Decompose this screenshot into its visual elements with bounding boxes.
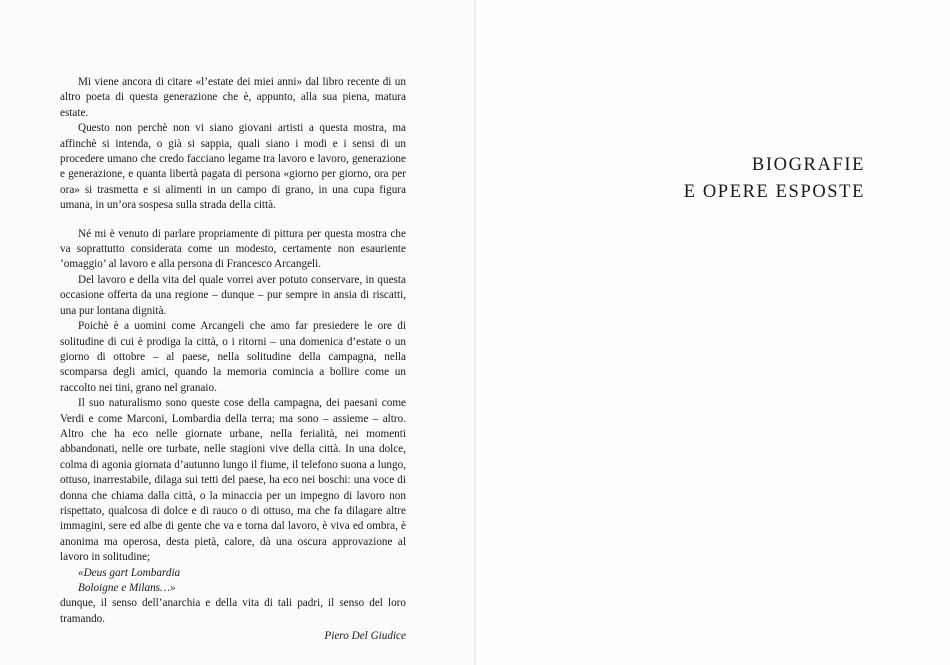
paragraph-2: Questo non perchè non vi siano giovani artisti a questa mostra, ma affinchè si intenda, o già si sappia, quali siano i modi e i sensi di un procedere umano che credo facciano legame tra lavoro e lavoro, generazione e generazione, e quanta libertà pagata di persona «giorno per giorno, ora per ora» si trasmetta e si alimenti in un campo di grano, in una cupa figura umana, in un’ora sospesa sulla strada della città. [60, 122, 406, 212]
section-title [684, 152, 865, 206]
section-title-line-2: E OPERE ESPOSTE [683, 182, 865, 202]
closing-paragraph: dunque, il senso dell’anarchia e della vita di tali padri, il senso del loro tramando. [60, 597, 406, 625]
paragraph-4: Del lavoro e della vita del quale vorrei aver potuto conservare, in questa occasione offerta da una regione – dunque – pur sempre in ansia di riscatti, una pur lontana dignità. [60, 273, 406, 317]
section-title-line-1: BIOGRAFIE [751, 155, 865, 175]
paragraph-1: Mi viene ancora di citare «l’estate dei miei anni» dal libro recente di un altro poeta di questa generazione che è, appunto, alla sua piena, matura estate. [60, 76, 406, 119]
left-page [0, 0, 474, 665]
paragraph-5: Poichè è a uomini come Arcangeli che amo far presiedere le ore di solitudine di cui è prodiga la città, o i ritorni – una domenica d’estate o un giorno di ottobre – al paese, nella solitudine della campagna, nella scomparsa degli amici, quando la memoria comincia a bollire come un raccolto nei tini, grano nel granaio. [60, 320, 406, 394]
right-page [476, 0, 950, 665]
verse-line-1: «Deus gart Lombardia [78, 566, 181, 579]
author-signature: Piero Del Giudice [324, 630, 406, 643]
verse-line-2: Boloigne e Milans…» [78, 582, 176, 594]
paragraph-6: Il suo naturalismo sono queste cose della campagna, dei paesani come Verdi e come Marconi, Lombardia della terra; ma sono – assieme – altro. Altro che ha eco nelle giornate urbane, nella ferialità, nei momenti abbandonati, nelle ore turbate, nelle stagioni vive della città. In una dolce, colma di agonia giornata d’autunno lungo il fiume, il telefono suona a lungo, ottuso, inarrestabile, dilaga sui tetti del paese, ha eco nei boschi: una voce di donna che chiama dalla città, o la minaccia per un impegno di lavoro non rispettato, qualcosa di dolce e di rauco o di ottuso, ma che fa dilagare altre immagini, sere ed albe di gente che va e torna dal lavoro, è viva ed ombra, è anonima ma operosa, desta pietà, calore, dà una oscura approvazione al lavoro in solitudine; [60, 397, 406, 564]
paragraph-3: Né mi è venuto di parlare propriamente di pittura per questa mostra che va soprattutto considerata come un modesto, certamente non esauriente ’omaggio’ al lavoro e alla persona di Francesco Arcangeli. [60, 227, 406, 271]
essay-text [60, 75, 406, 645]
